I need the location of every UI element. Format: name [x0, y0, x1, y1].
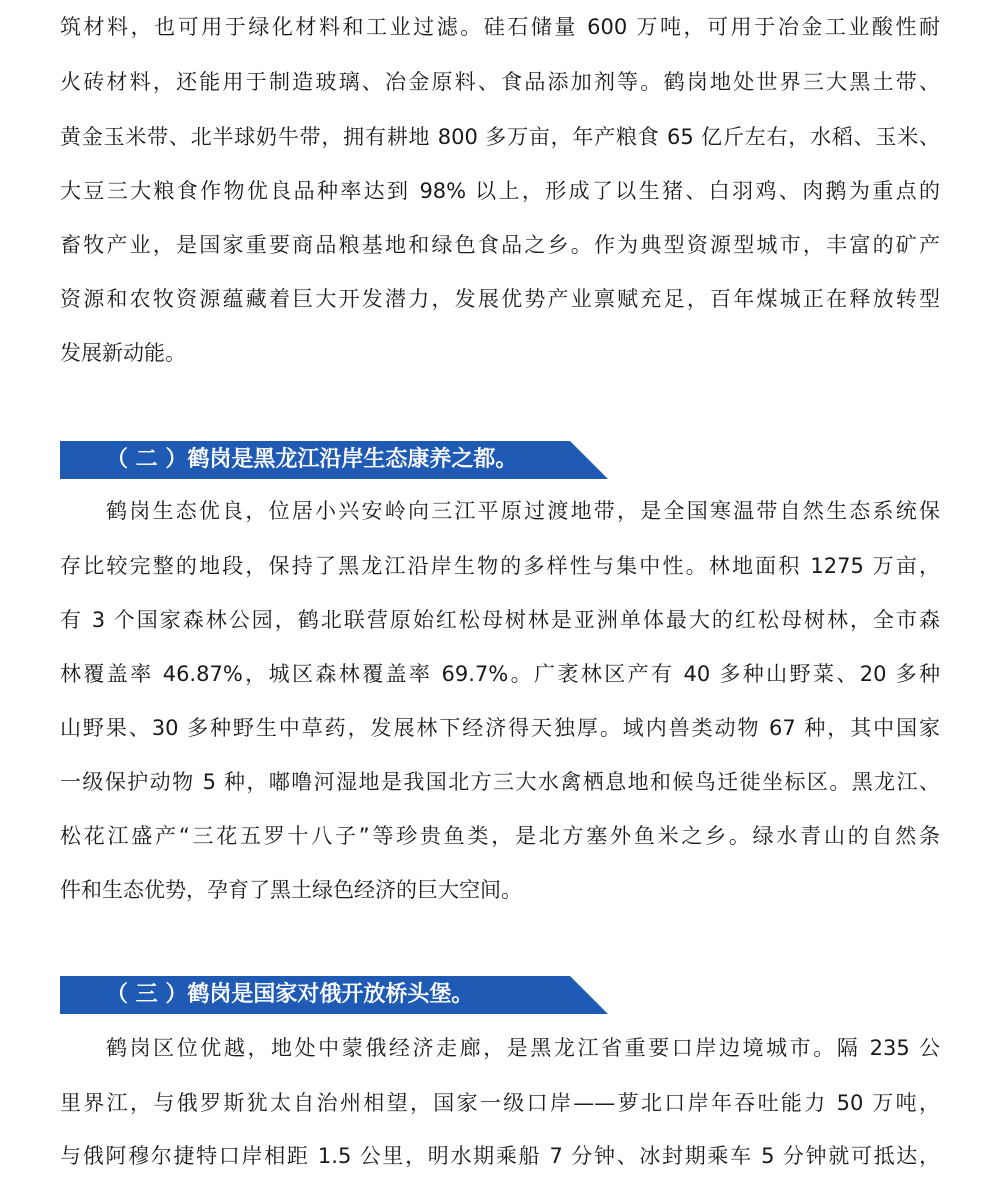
paragraph-line: 有 3 个国家森林公园，鹤北联营原始红松母树林是亚洲单体最大的红松母树林，全市森	[60, 608, 940, 632]
section3-heading: （ 三 ）鹤岗是国家对俄开放桥头堡。	[106, 982, 474, 1007]
paragraph-line: 大豆三大粮食作物优良品种率达到 98% 以上，形成了以生猪、白羽鸡、肉鹅为重点的	[60, 179, 940, 203]
paragraph-line: 山野果、30 多种野生中草药，发展林下经济得天独厚。域内兽类动物 67 种，其中国家	[60, 716, 940, 740]
paragraph-line: 松花江盛产“三花五罗十八子”等珍贵鱼类，是北方塞外鱼米之乡。绿水青山的自然条	[60, 824, 940, 848]
paragraph-line: 件和生态优势，孕育了黑土绿色经济的巨大空间。	[60, 878, 522, 902]
paragraph-line: 鹤岗生态优良，位居小兴安岭向三江平原过渡地带，是全国寒温带自然生态系统保	[106, 499, 940, 523]
paragraph-line: 筑材料，也可用于绿化材料和工业过滤。硅石储量 600 万吨，可用于冶金工业酸性耐	[60, 15, 940, 39]
paragraph-line: 黄金玉米带、北半球奶牛带，拥有耕地 800 多万亩，年产粮食 65 亿斤左右，水稻、玉米、	[60, 125, 940, 149]
paragraph-line: 畜牧产业，是国家重要商品粮基地和绿色食品之乡。作为典型资源型城市，丰富的矿产	[60, 233, 940, 257]
paragraph-line: 里界江，与俄罗斯犹太自治州相望，国家一级口岸——萝北口岸年吞吐能力 50 万吨，	[60, 1091, 940, 1115]
paragraph-line: 资源和农牧资源蕴藏着巨大开发潜力，发展优势产业禀赋充足，百年煤城正在释放转型	[60, 287, 940, 311]
paragraph-line: 存比较完整的地段，保持了黑龙江沿岸生物的多样性与集中性。林地面积 1275 万亩，	[60, 554, 940, 578]
paragraph-line: 林覆盖率 46.87%，城区森林覆盖率 69.7%。广袤林区产有 40 多种山野菜、20 多种	[60, 662, 940, 686]
paragraph-line: 一级保护动物 5 种，嘟噜河湿地是我国北方三大水禽栖息地和候鸟迁徙坐标区。黑龙江、	[60, 770, 940, 794]
paragraph-line: 火砖材料，还能用于制造玻璃、冶金原料、食品添加剂等。鹤岗地处世界三大黑土带、	[60, 70, 940, 94]
paragraph-line: 发展新动能。	[60, 341, 186, 365]
section2-heading: （ 二 ）鹤岗是黑龙江沿岸生态康养之都。	[106, 447, 518, 472]
paragraph-line: 鹤岗区位优越，地处中蒙俄经济走廊，是黑龙江省重要口岸边境城市。隔 235 公	[106, 1036, 940, 1060]
paragraph-line: 与俄阿穆尔捷特口岸相距 1.5 公里，明水期乘船 7 分钟、冰封期乘车 5 分钟就可抵达，	[60, 1144, 940, 1168]
